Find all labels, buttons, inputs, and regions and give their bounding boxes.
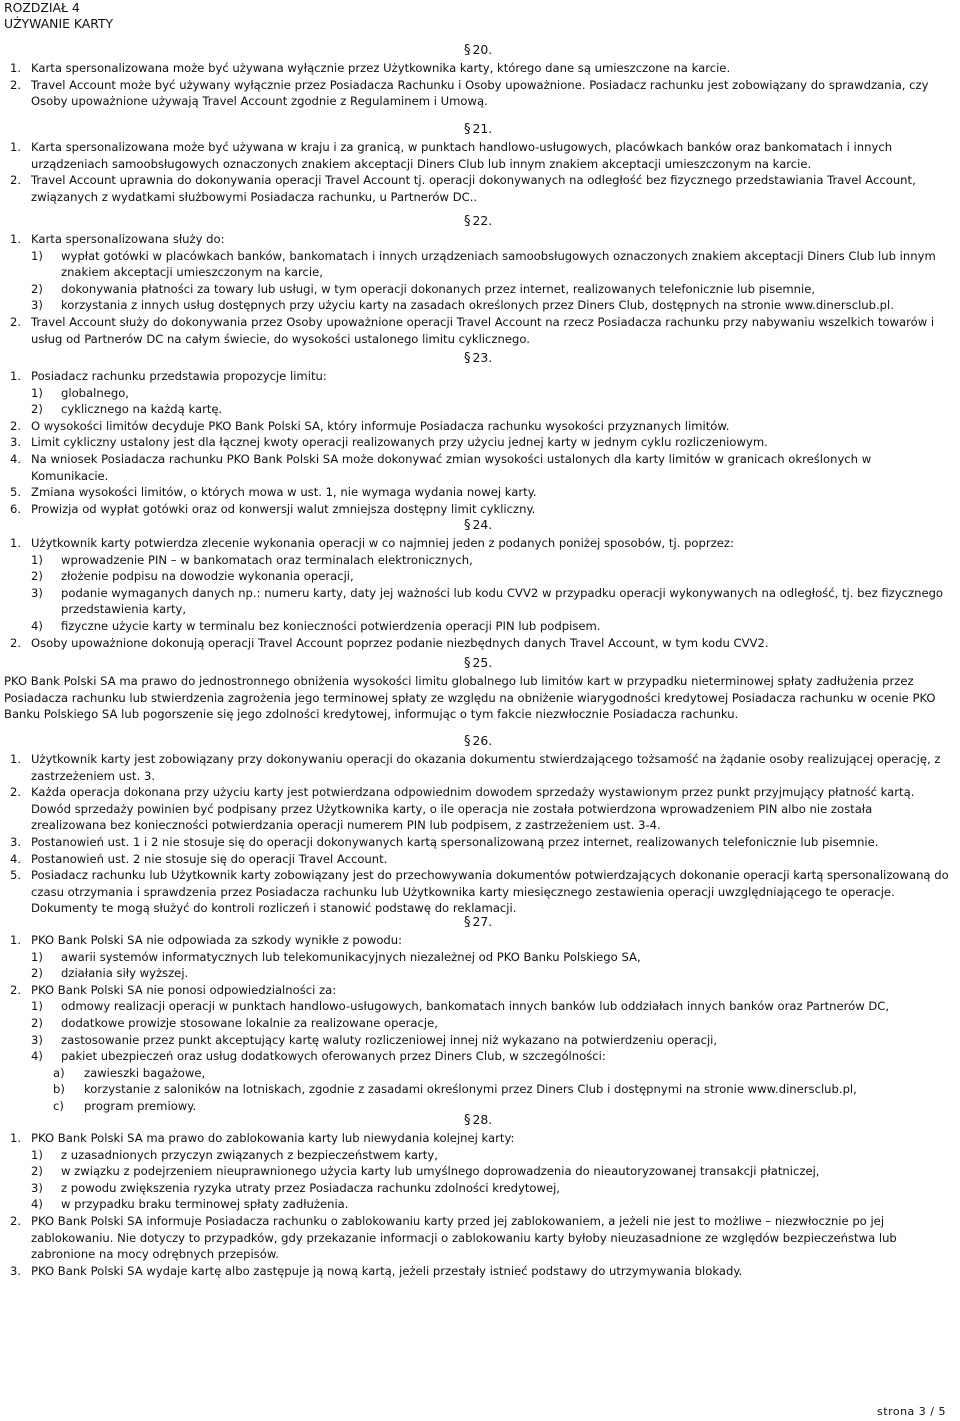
list-item: 2. Travel Account uprawnia do dokonywania operacji Travel Account tj. operacji dokonywanych na odległość bez fizycznego przedstawiania Travel Account, związanych z wydatkami służbowymi Posiadacza rachunku, u Partnerów DC.. bbox=[10, 173, 916, 204]
list-item: 1) wypłat gotówki w placówkach banków, bankomatach i innych urządzeniach samoobsługowych oznaczonych znakiem akceptacji Diners Club lub innym znakiem akceptacji umieszczonym na karcie, bbox=[31, 248, 936, 280]
list-item: 1. Karta spersonalizowana służy do: bbox=[10, 232, 225, 246]
page-number: strona 3 / 5 bbox=[877, 1405, 946, 1418]
list-item: 1) z uzasadnionych przyczyn związanych z bezpieczeństwem karty, bbox=[31, 1147, 438, 1162]
section-title: § 22. bbox=[464, 213, 493, 229]
list-item: b) korzystanie z saloników na lotniskach, zgodnie z zasadami określonymi przez Diners Club i dostępnymi na stronie www.dinersclub.pl, bbox=[53, 1082, 857, 1097]
list-item: 4. Na wniosek Posiadacza rachunku PKO Bank Polski SA może dokonywać zmian wysokości ustalonych dla karty limitów w granicach określonych w Komunikacie. bbox=[10, 451, 872, 483]
list-item: 2) dodatkowe prowizje stosowane lokalnie za realizowane operacje, bbox=[31, 1015, 438, 1030]
list-item: 2) złożenie podpisu na dowodzie wykonania operacji, bbox=[31, 569, 354, 584]
list-item: 2. PKO Bank Polski SA nie ponosi odpowiedzialności za: bbox=[10, 982, 337, 997]
list-item: 3. Postanowień ust. 1 i 2 nie stosuje się do operacji dokonywanych kartą spersonalizowaną przez internet, realizowanych telefonicznie lub pisemnie. bbox=[10, 834, 879, 849]
section-title: § 21. bbox=[464, 121, 493, 137]
list-item: 3. PKO Bank Polski SA wydaje kartę albo zastępuje ją nową kartą, jeżeli przestały istnieć podstawy do utrzymywania blokady. bbox=[10, 1263, 743, 1278]
list-item: 2. Travel Account może być używany wyłącznie przez Posiadacza Rachunku i Osoby upoważnione. Posiadacz rachunku jest zobowiązany do sprawdzania, czy Osoby upoważnione używają Travel Account zgodnie z Regulaminem i Umową. bbox=[10, 77, 929, 109]
list-item: 2) cyklicznego na każdą kartę. bbox=[31, 402, 223, 417]
list-item: a) zawieszki bagażowe, bbox=[53, 1065, 206, 1080]
list-item: c) program premiowy. bbox=[53, 1098, 197, 1113]
list-item: 3) zastosowanie przez punkt akceptujący kartę waluty rozliczeniowej innej niż wykazano na potwierdzeniu operacji, bbox=[31, 1032, 718, 1047]
list-item: 3) korzystania z innych usług dostępnych przy użyciu karty na zasadach określonych przez Diners Club, dostępnych na stronie www.dinersclub.pl. bbox=[31, 298, 894, 313]
list-item: 4) fizyczne użycie karty w terminalu bez konieczności potwierdzenia operacji PIN lub podpisem. bbox=[31, 618, 601, 633]
paragraph: PKO Bank Polski SA ma prawo do jednostronnego obniżenia wysokości limitu globalnego lub limitów kart w przypadku nieterminowej spłaty zadłużenia przez Posiadacza rachunku lub stwierdzenia zagrożenia jego terminowej spłaty ze względu na obniżenie wiarygodności kredytowej Posiadacza rachunku w ocenie PKO Banku Polskiego SA lub pogorszenie się jego zdolności kredytowej, informując o tym fakcie niezwłocznie Posiadacza rachunku. bbox=[4, 674, 936, 722]
section-title: § 24. bbox=[464, 517, 493, 533]
section-title: § 25. bbox=[464, 655, 493, 671]
list-item: 2. O wysokości limitów decyduje PKO Bank Polski SA, który informuje Posiadacza rachunku wysokości przyznanych limitów. bbox=[10, 418, 730, 433]
paragraph-sign: § bbox=[464, 43, 471, 58]
list-item: 2. Travel Account służy do dokonywania przez Osoby upoważnione operacji Travel Account na rzecz Posiadacza rachunku przy nabywaniu wszelkich towarów i usług od Partnerów DC na całym świecie, do wysokości ustalonego limitu cyklicznego. bbox=[10, 314, 935, 346]
list-item: 1. Użytkownik karty jest zobowiązany przy dokonywaniu operacji do okazania dokumentu stwierdzającego tożsamość na żądanie osoby realizującej operację, z zastrzeżeniem ust. 3. bbox=[10, 752, 941, 783]
list-item: 2) dokonywania płatności za towary lub usługi, w tym operacji dokonanych przez internet, realizowanych telefonicznie lub pisemnie, bbox=[31, 281, 816, 296]
list-item: 2) działania siły wyższej. bbox=[31, 966, 189, 981]
list-item: 1. Posiadacz rachunku przedstawia propozycje limitu: bbox=[10, 369, 327, 383]
section-title: § 23. bbox=[464, 350, 493, 366]
list-item: 1. PKO Bank Polski SA nie odpowiada za szkody wynikłe z powodu: bbox=[10, 933, 403, 947]
list-item: 2. PKO Bank Polski SA informuje Posiadacza rachunku o zablokowaniu karty przed jej zablokowaniem, a jeżeli nie jest to możliwe – niezwłocznie po jej zablokowaniu. Nie dotyczy to przypadków, gdy przekazanie informacji o zablokowaniu karty byłoby nieuzasadnione ze względów bezpieczeństwa lub zabronione na mocy odrębnych przepisów. bbox=[10, 1213, 897, 1262]
list-item: 1) odmowy realizacji operacji w punktach handlowo-usługowych, bankomatach innych banków lub oddziałach innych banków oraz Partnerów DC, bbox=[31, 999, 890, 1014]
list-item: 1) wprowadzenie PIN – w bankomatach oraz terminalach elektronicznych, bbox=[31, 552, 473, 567]
list-item: 3) z powodu zwiększenia ryzyka utraty przez Posiadacza rachunku zdolności kredytowej, bbox=[31, 1180, 560, 1195]
list-item: 3. Limit cykliczny ustalony jest dla łącznej kwoty operacji realizowanych przy użyciu jednej karty w jednym cyklu rozliczeniowym. bbox=[10, 435, 768, 450]
list-item: 1) globalnego, bbox=[31, 385, 129, 400]
list-item: 6. Prowizja od wypłat gotówki oraz od konwersji walut zmniejsza dostępny limit cykliczny. bbox=[10, 501, 536, 516]
list-item: 4. Postanowień ust. 2 nie stosuje się do operacji Travel Account. bbox=[10, 851, 388, 866]
chapter-heading bbox=[4, 0, 113, 32]
list-item: 1. Karta spersonalizowana może być używana wyłącznie przez Użytkownika karty, którego dane są umieszczone na karcie. bbox=[10, 61, 731, 75]
section-title: § 20. bbox=[464, 42, 493, 58]
list-item: 4) pakiet ubezpieczeń oraz usług dodatkowych oferowanych przez Diners Club, w szczególności: bbox=[31, 1049, 606, 1064]
list-item: 1) awarii systemów informatycznych lub telekomunikacyjnych niezależnej od PKO Banku Polskiego SA, bbox=[31, 949, 641, 964]
list-item: 2) w związku z podejrzeniem nieuprawnionego użycia karty lub umyślnego doprowadzenia do nieautoryzowanej transakcji płatniczej, bbox=[31, 1164, 820, 1179]
chapter-title: UŻYWANIE KARTY bbox=[4, 16, 114, 31]
list-item: 1. PKO Bank Polski SA ma prawo do zablokowania karty lub niewydania kolejnej karty: bbox=[10, 1131, 515, 1145]
section-title: § 26. bbox=[464, 733, 493, 749]
list-item: 4) w przypadku braku terminowej spłaty zadłużenia. bbox=[31, 1197, 349, 1212]
list-item: 2. Każda operacja dokonana przy użyciu karty jest potwierdzana odpowiednim dowodem sprzedaży wystawionym przez punkt przyjmujący płatność kartą. Dowód sprzedaży powinien być podpisany przez Użytkownika karty, o ile operacja nie została potwierdzona wprowadzeniem PIN albo nie została zrealizowana bez konieczności potwierdzania operacji numerem PIN lub podpisem, z zastrzeżeniem ust. 3-4. bbox=[10, 785, 915, 833]
section-title: § 27. bbox=[464, 914, 493, 930]
list-item: 5. Zmiana wysokości limitów, o których mowa w ust. 1, nie wymaga wydania nowej karty. bbox=[10, 485, 537, 500]
list-item: 1. Użytkownik karty potwierdza zlecenie wykonania operacji w co najmniej jeden z podanych poniżej sposobów, tj. poprzez: bbox=[10, 536, 734, 550]
list-item: 2. Osoby upoważnione dokonują operacji Travel Account poprzez podanie niezbędnych danych Travel Account, w tym kodu CVV2. bbox=[10, 635, 769, 650]
chapter-number: ROZDZIAŁ 4 bbox=[4, 0, 80, 15]
list-item: 5. Posiadacz rachunku lub Użytkownik karty zobowiązany jest do przechowywania dokumentów potwierdzających dokonanie operacji kartą spersonalizowaną do czasu otrzymania i sprawdzenia przez Posiadacza rachunku lub Użytkownika karty miesięcznego zestawienia operacji uwzględniającego te operacje. Dokumenty te mogą służyć do kontroli rozliczeń i stanowić podstawę do reklamacji. bbox=[10, 868, 949, 916]
list-item: 1. Karta spersonalizowana może być używana w kraju i za granicą, w punktach handlowo-usługowych, placówkach banków oraz bankomatach i innych urządzeniach samoobsługowych oznaczonych znakiem akceptacji Diners Club lub innym znakiem akceptacji umieszczonym na karcie. bbox=[10, 140, 893, 171]
list-item: 3) podanie wymaganych danych np.: numeru karty, daty jej ważności lub kodu CVV2 w przypadku operacji wykonywanych na odległość, tj. bez fizycznego przedstawienia karty, bbox=[31, 585, 944, 617]
section-title: § 28. bbox=[464, 1112, 493, 1128]
